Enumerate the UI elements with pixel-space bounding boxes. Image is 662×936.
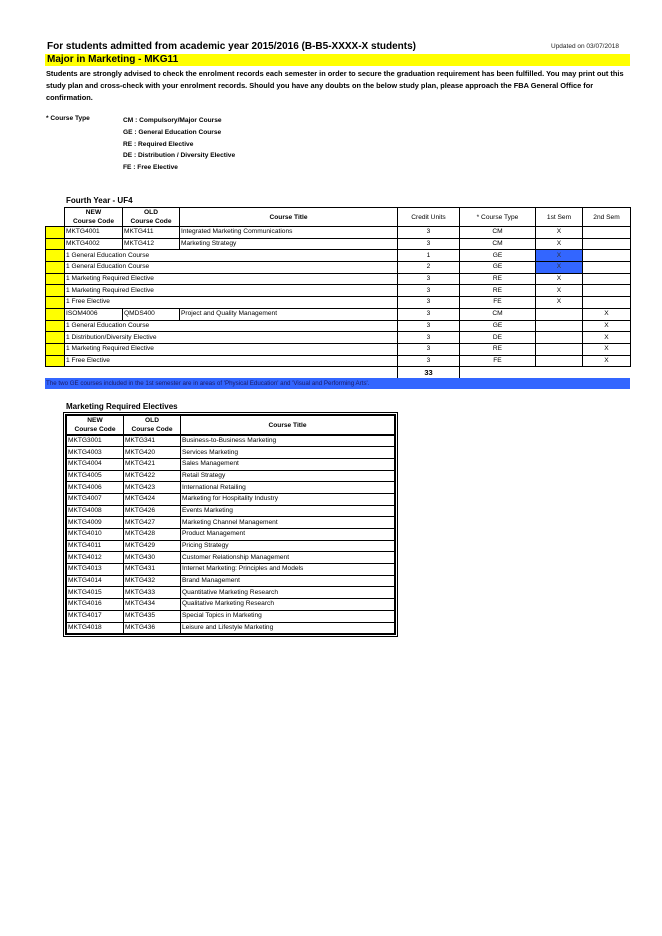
course-title: Marketing Channel Management [181, 517, 395, 529]
header-old-code: OLD Course Code [123, 208, 180, 227]
blank-cell [583, 367, 631, 379]
old-code: MKTG430 [124, 552, 181, 564]
row-marker [46, 238, 65, 250]
row-marker [46, 250, 65, 262]
new-code: MKTG3001 [67, 435, 124, 447]
sem1-mark [536, 320, 583, 332]
electives-table-frame [63, 412, 398, 637]
legend-item: RE : Required Elective [123, 140, 194, 148]
row-marker [46, 273, 65, 285]
old-code: MKTG432 [124, 575, 181, 587]
table-row [46, 238, 631, 250]
table-row [46, 332, 631, 344]
old-code: MKTG427 [124, 517, 181, 529]
course-type: GE [460, 320, 536, 332]
course-title: Retail Strategy [181, 470, 395, 482]
credit-units: 1 [398, 250, 460, 262]
table-row [46, 285, 631, 297]
blank-cell [123, 367, 180, 379]
sem1-mark: X [536, 250, 583, 262]
course-type: RE [460, 273, 536, 285]
sem2-mark [583, 262, 631, 274]
legend-item: GE : General Education Course [123, 128, 222, 136]
course-type-label: * Course Type [46, 115, 90, 122]
legend-item: CM : Compulsory/Major Course [123, 117, 222, 124]
course-type: GE [460, 262, 536, 274]
electives-table [66, 415, 395, 634]
course-description: 1 General Education Course [65, 250, 398, 262]
old-code: MKTG422 [124, 470, 181, 482]
old-code: MKTG435 [124, 610, 181, 622]
credit-units: 3 [398, 273, 460, 285]
course-title: Pricing Strategy [181, 540, 395, 552]
new-code: MKTG4010 [67, 529, 124, 541]
course-type: RE [460, 285, 536, 297]
credit-units: 3 [398, 297, 460, 309]
old-code: MKTG424 [124, 493, 181, 505]
old-code: MKTG429 [124, 540, 181, 552]
table-row [46, 308, 631, 320]
table-row [67, 458, 395, 470]
legend-item: FE : Free Elective [123, 164, 178, 172]
new-code: MKTG4008 [67, 505, 124, 517]
course-description: 1 Marketing Required Elective [65, 273, 398, 285]
new-code: MKTG4003 [67, 447, 124, 459]
course-title: Special Topics in Marketing [181, 610, 395, 622]
course-description: 1 General Education Course [65, 262, 398, 274]
course-description: 1 General Education Course [65, 320, 398, 332]
new-code: MKTG4014 [67, 575, 124, 587]
sem1-mark: X [536, 262, 583, 274]
table-row [67, 447, 395, 459]
credit-units: 2 [398, 262, 460, 274]
table-row [67, 552, 395, 564]
sem2-mark [583, 238, 631, 250]
old-code: MKTG428 [124, 529, 181, 541]
new-code: ISOM4006 [65, 308, 123, 320]
header-title: Course Title [180, 208, 398, 227]
marker-header [46, 208, 65, 227]
course-title: Business-to-Business Marketing [181, 435, 395, 447]
course-title: Leisure and Lifestyle Marketing [181, 622, 395, 634]
table-row [67, 575, 395, 587]
old-code: MKTG431 [124, 564, 181, 576]
new-code: MKTG4004 [67, 458, 124, 470]
row-marker [46, 355, 65, 367]
sem2-mark [583, 273, 631, 285]
course-title: Services Marketing [181, 447, 395, 459]
table-row [46, 227, 631, 239]
new-code: MKTG4011 [67, 540, 124, 552]
table-row [67, 610, 395, 622]
new-code: MKTG4018 [67, 622, 124, 634]
table-row [46, 250, 631, 262]
table-row [67, 435, 395, 447]
old-code: MKTG341 [124, 435, 181, 447]
sem1-mark [536, 343, 583, 355]
table-row [67, 622, 395, 634]
new-code: MKTG4005 [67, 470, 124, 482]
sem2-mark: X [583, 355, 631, 367]
blank-cell [180, 367, 398, 379]
page-title: For students admitted from academic year 2015/2016 (B-B5-XXXX-X students) [47, 41, 417, 52]
row-marker [46, 262, 65, 274]
new-code: MKTG4007 [67, 493, 124, 505]
sem2-mark: X [583, 343, 631, 355]
new-code: MKTG4001 [65, 227, 123, 239]
header-credits: Credit Units [398, 208, 460, 227]
table-row [67, 564, 395, 576]
course-description: 1 Free Elective [65, 297, 398, 309]
old-code: MKTG412 [123, 238, 180, 250]
header-old-code: OLD Course Code [124, 416, 181, 436]
course-type: DE [460, 332, 536, 344]
table-row [67, 470, 395, 482]
sem2-mark [583, 227, 631, 239]
new-code: MKTG4016 [67, 599, 124, 611]
sem1-mark [536, 355, 583, 367]
credit-units: 3 [398, 355, 460, 367]
sem1-mark: X [536, 238, 583, 250]
old-code: MKTG421 [124, 458, 181, 470]
new-code: MKTG4015 [67, 587, 124, 599]
old-code: MKTG433 [124, 587, 181, 599]
course-description: 1 Free Elective [65, 355, 398, 367]
table-row [46, 262, 631, 274]
course-title: Project and Quality Management [180, 308, 398, 320]
credit-units: 3 [398, 320, 460, 332]
sem1-mark: X [536, 273, 583, 285]
sem2-mark [583, 285, 631, 297]
sem2-mark: X [583, 320, 631, 332]
table-row [46, 320, 631, 332]
blank-cell [46, 367, 65, 379]
course-title: Quantitative Marketing Research [181, 587, 395, 599]
course-title: Customer Relationship Management [181, 552, 395, 564]
course-title: Marketing for Hospitality Industry [181, 493, 395, 505]
table-row [46, 343, 631, 355]
blank-cell [536, 367, 583, 379]
row-marker [46, 320, 65, 332]
old-code: MKTG426 [124, 505, 181, 517]
row-marker [46, 308, 65, 320]
old-code: MKTG411 [123, 227, 180, 239]
sem2-mark [583, 250, 631, 262]
electives-title: Marketing Required Electives [66, 402, 178, 411]
course-type: FE [460, 297, 536, 309]
row-marker [46, 343, 65, 355]
sem1-mark: X [536, 285, 583, 297]
major-title: Major in Marketing - MKG11 [45, 54, 630, 66]
new-code: MKTG4006 [67, 482, 124, 494]
table-row [67, 493, 395, 505]
table-row [67, 529, 395, 541]
course-type: GE [460, 250, 536, 262]
new-code: MKTG4012 [67, 552, 124, 564]
ge-note: The two GE courses included in the 1st semester are in areas of 'Physical Education' and 'Visual and Performing Arts'. [45, 378, 630, 389]
old-code: MKTG423 [124, 482, 181, 494]
course-title: Events Marketing [181, 505, 395, 517]
table-row [67, 599, 395, 611]
course-type: RE [460, 343, 536, 355]
fourth-year-table [45, 207, 631, 379]
course-title: Sales Management [181, 458, 395, 470]
sem2-mark: X [583, 332, 631, 344]
sem2-mark [583, 297, 631, 309]
old-code: MKTG434 [124, 599, 181, 611]
table-row [46, 355, 631, 367]
old-code: MKTG436 [124, 622, 181, 634]
course-description: 1 Marketing Required Elective [65, 343, 398, 355]
sem1-mark [536, 332, 583, 344]
credit-units: 3 [398, 332, 460, 344]
credit-units: 3 [398, 343, 460, 355]
row-marker [46, 285, 65, 297]
course-type: CM [460, 308, 536, 320]
course-title: Product Management [181, 529, 395, 541]
table-row [67, 587, 395, 599]
fourth-year-title: Fourth Year - UF4 [66, 196, 133, 205]
course-description: 1 Distribution/Diversity Elective [65, 332, 398, 344]
total-credits: 33 [398, 367, 460, 379]
course-type: FE [460, 355, 536, 367]
row-marker [46, 227, 65, 239]
header-new-code: NEW Course Code [65, 208, 123, 227]
sem1-mark: X [536, 227, 583, 239]
credit-units: 3 [398, 238, 460, 250]
old-code: QMDS400 [123, 308, 180, 320]
table-row [67, 482, 395, 494]
course-description: 1 Marketing Required Elective [65, 285, 398, 297]
sem1-mark [536, 308, 583, 320]
sem2-mark: X [583, 308, 631, 320]
table-row [67, 540, 395, 552]
header-type: * Course Type [460, 208, 536, 227]
row-marker [46, 332, 65, 344]
blank-cell [460, 367, 536, 379]
table-row [67, 505, 395, 517]
course-title: Brand Management [181, 575, 395, 587]
course-type-legend [123, 115, 235, 174]
course-title: International Retailing [181, 482, 395, 494]
credit-units: 3 [398, 308, 460, 320]
blank-cell [65, 367, 123, 379]
advice-text: Students are strongly advised to check the enrolment records each semester in order to secure the graduation requirement has been fulfilled. You may print out this study plan and cross-check with your enrolment records. Should you have any doubts on the below study plan, please approach the FBA General Office for confirmation. [46, 69, 624, 102]
course-title: Marketing Strategy [180, 238, 398, 250]
course-type: CM [460, 238, 536, 250]
course-title: Qualitative Marketing Research [181, 599, 395, 611]
updated-date: Updated on 03/07/2018 [551, 43, 619, 50]
row-marker [46, 297, 65, 309]
course-title: Integrated Marketing Communications [180, 227, 398, 239]
new-code: MKTG4013 [67, 564, 124, 576]
old-code: MKTG420 [124, 447, 181, 459]
new-code: MKTG4009 [67, 517, 124, 529]
table-row [46, 297, 631, 309]
header-new-code: NEW Course Code [67, 416, 124, 436]
header-title: Course Title [181, 416, 395, 436]
course-type: CM [460, 227, 536, 239]
table-row [67, 517, 395, 529]
header-sem1: 1st Sem [536, 208, 583, 227]
course-title: Internet Marketing: Principles and Models [181, 564, 395, 576]
header-sem2: 2nd Sem [583, 208, 631, 227]
credit-units: 3 [398, 285, 460, 297]
table-row [46, 273, 631, 285]
new-code: MKTG4017 [67, 610, 124, 622]
legend-item: DE : Distribution / Diversity Elective [123, 152, 236, 160]
credit-units: 3 [398, 227, 460, 239]
sem1-mark: X [536, 297, 583, 309]
new-code: MKTG4002 [65, 238, 123, 250]
